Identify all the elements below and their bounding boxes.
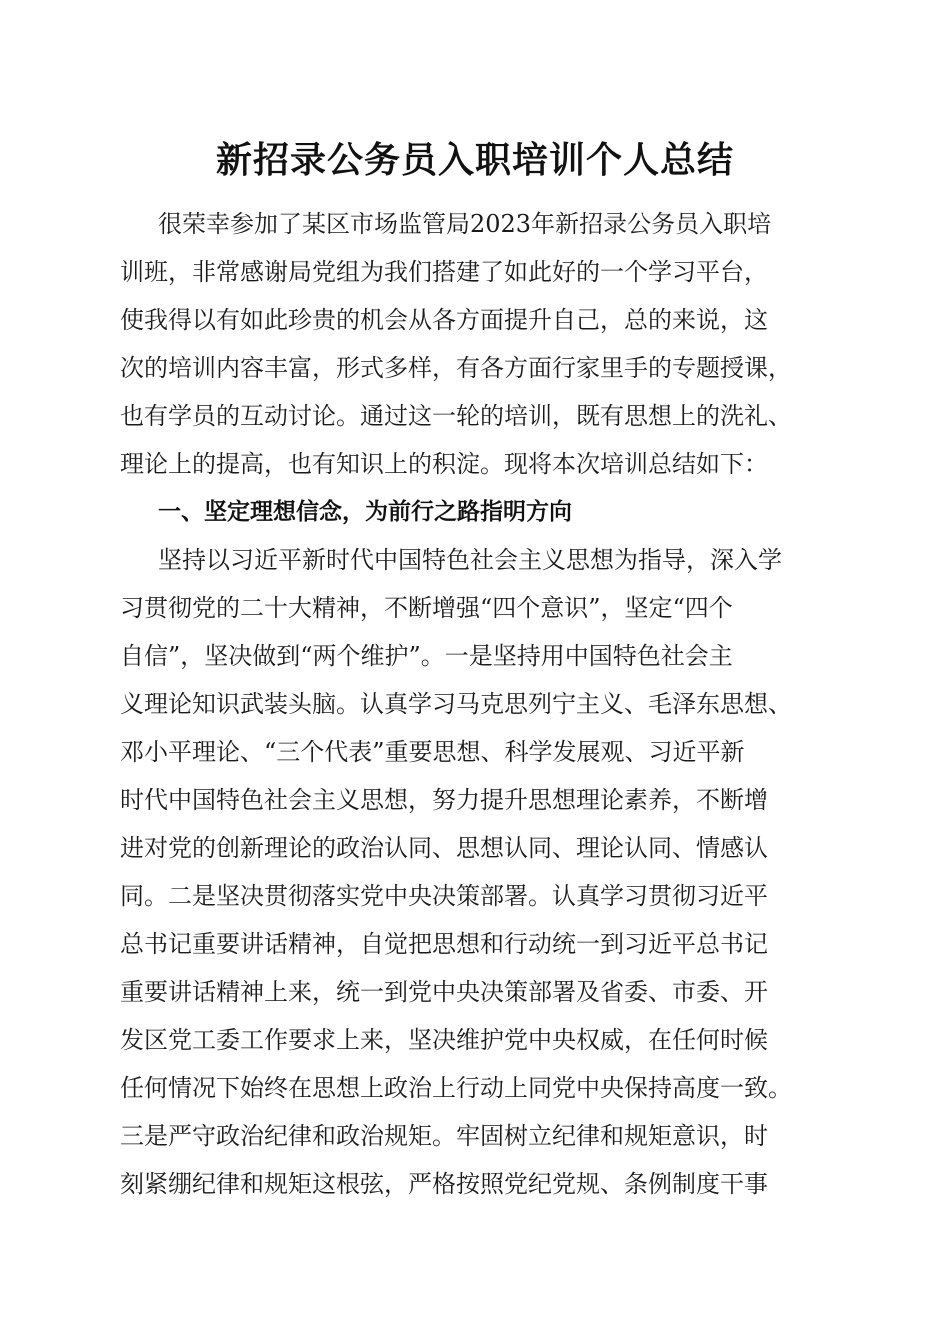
paragraph-line: 坚持以习近平新时代中国特色社会主义思想为指导，深入学 (158, 546, 782, 574)
paragraph-line: 训班，非常感谢局党组为我们搭建了如此好的一个学习平台， (120, 258, 768, 286)
section-heading: 一、坚定理想信念，为前行之路指明方向 (158, 499, 572, 525)
paragraph-line: 很荣幸参加了某区市场监管局2023年新招录公务员入职培 (158, 210, 772, 238)
paragraph-line: 同。二是坚决贯彻落实党中央决策部署。认真学习贯彻习近平 (120, 882, 768, 910)
paragraph-line: 理论上的提高，也有知识上的积淀。现将本次培训总结如下： (120, 450, 768, 478)
paragraph-line: 习贯彻党的二十大精神，不断增强“四个意识”，坚定“四个 (120, 594, 733, 622)
paragraph-line: 时代中国特色社会主义思想，努力提升思想理论素养，不断增 (120, 786, 768, 814)
document-body (120, 200, 830, 1208)
paragraph-line: 总书记重要讲话精神，自觉把思想和行动统一到习近平总书记 (120, 930, 768, 958)
paragraph-line: 也有学员的互动讨论。通过这一轮的培训，既有思想上的洗礼、 (120, 402, 792, 430)
paragraph-line: 义理论知识武装头脑。认真学习马克思列宁主义、毛泽东思想、 (120, 690, 792, 718)
paragraph-line: 任何情况下始终在思想上政治上行动上同党中央保持高度一致。 (120, 1074, 792, 1102)
document-title: 新招录公务员入职培训个人总结 (215, 139, 734, 181)
paragraph-line: 邓小平理论、“三个代表”重要思想、科学发展观、习近平新 (120, 738, 745, 766)
paragraph-line: 重要讲话精神上来，统一到党中央决策部署及省委、市委、开 (120, 978, 768, 1006)
paragraph-line: 三是严守政治纪律和政治规矩。牢固树立纪律和规矩意识，时 (120, 1122, 768, 1150)
paragraph-line: 使我得以有如此珍贵的机会从各方面提升自己，总的来说，这 (120, 306, 768, 334)
paragraph-line: 自信”，坚决做到“两个维护”。一是坚持用中国特色社会主 (120, 642, 733, 670)
paragraph-line: 次的培训内容丰富，形式多样，有各方面行家里手的专题授课， (120, 354, 792, 382)
paragraph-line: 发区党工委工作要求上来，坚决维护党中央权威，在任何时候 (120, 1026, 768, 1054)
paragraph-line: 进对党的创新理论的政治认同、思想认同、理论认同、情感认 (120, 834, 768, 862)
paragraph-line: 刻紧绷纪律和规矩这根弦，严格按照党纪党规、条例制度干事 (120, 1170, 768, 1198)
